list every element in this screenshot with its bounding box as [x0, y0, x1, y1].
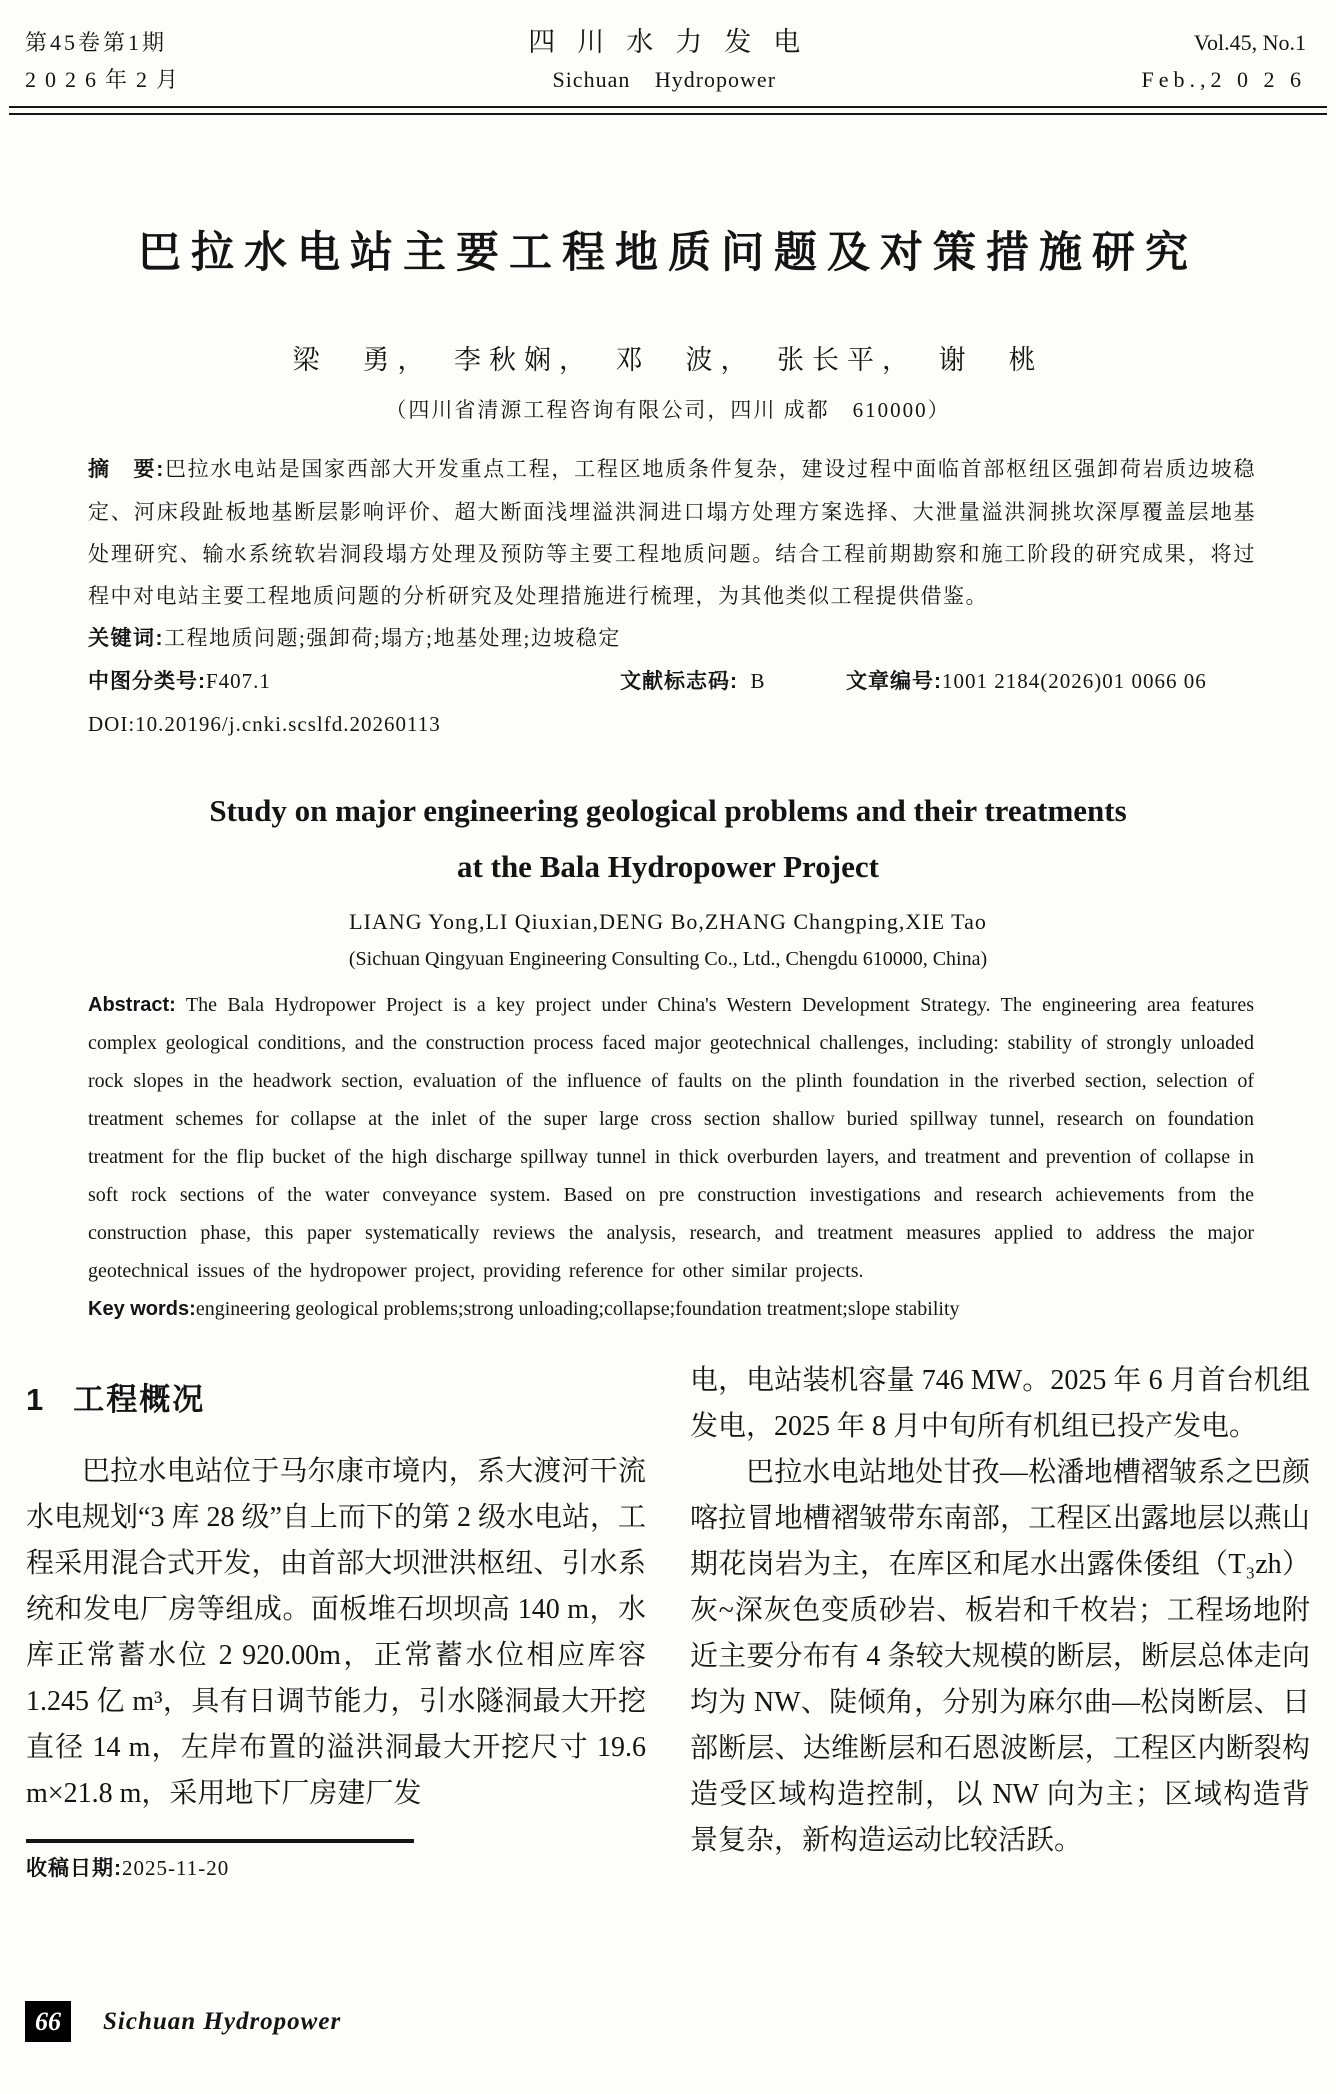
header-divider [9, 106, 1327, 115]
section-1-heading [26, 1374, 646, 1419]
footnote [26, 1839, 646, 1882]
right-column [690, 1358, 1310, 1882]
journal-title-cn: 四川水力发电 [528, 27, 823, 57]
affiliation-cn: （四川省清源工程咨询有限公司，四川 成都 610000） [385, 398, 951, 422]
doi-value: 10.20196/j.cnki.scslfd.20260113 [135, 712, 441, 736]
keywords-text-en: engineering geological problems;strong unloading;collapse;foundation treatment;slope stability [195, 1298, 960, 1320]
received-date-line [26, 1852, 646, 1882]
section-1-title: 工程概况 [73, 1382, 206, 1417]
doc-code-label: 文献标志码: [620, 670, 738, 693]
left-column [26, 1358, 646, 1882]
article-id-value: 1001 2184(2026)01 0066 06 [942, 669, 1207, 693]
affiliation-en: (Sichuan Qingyuan Engineering Consulting Co., Ltd., Chengdu 610000, China) [348, 948, 988, 970]
article-title-en-line1: Study on major engineering geological problems and their treatments [209, 793, 1127, 828]
volume-issue-en: Vol.45, No.1 [1193, 30, 1306, 55]
abstract-label-en: Abstract: [88, 994, 176, 1016]
footer-journal-name: Sichuan Hydropower [103, 2007, 342, 2035]
journal-header [0, 0, 1336, 98]
footnote-divider [26, 1839, 414, 1843]
article-title-cn: 巴拉水电站主要工程地质问题及对策措施研究 [138, 229, 1198, 277]
doi-label: DOI: [88, 712, 136, 736]
section-1-number: 1 [26, 1382, 46, 1417]
meta-block [88, 448, 1256, 745]
authors-en: LIANG Yong,LI Qiuxian,DENG Bo,ZHANG Changping,XIE Tao [349, 909, 987, 934]
article-id-field [846, 660, 1256, 703]
doc-code-field [620, 660, 846, 703]
received-date-value: 2025-11-20 [122, 1856, 230, 1880]
article-title-en-line2: at the Bala Hydropower Project [457, 849, 879, 884]
abstract-text-en: The Bala Hydropower Project is a key project under China's Western Development Strategy. The engineering area features complex geological conditions, and the construction process faced major geotechnical challenges, including: stability of strongly unloaded rock slopes in the headwork section, evaluation of the influence of faults on the plinth foundation in the riverbed section, selection of treatment schemes for collapse at the inlet of the super large cross section shallow buried spillway tunnel, research on foundation treatment for the flip bucket of the high discharge spillway tunnel in thick overburden layers, and treatment and prevention of collapse in soft rock sections of the water conveyance system. Based on pre construction investigations and research achievements from the construction phase, this paper systematically reviews the analysis, research, and treatment measures applied to address the major geotechnical issues of the hydropower project, providing reference for other similar projects. [88, 994, 1255, 1282]
header-right [1141, 24, 1306, 98]
page-footer [25, 2001, 341, 2042]
date-en: Feb.,2 0 2 6 [1141, 67, 1306, 92]
received-date-label: 收稿日期: [26, 1857, 122, 1880]
date-cn: 2026年2月 [25, 67, 188, 92]
abstract-label-cn: 摘 要: [88, 458, 165, 481]
authors-cn: 梁 勇， 李秋娴， 邓 波， 张长平， 谢 桃 [292, 345, 1044, 375]
keywords-cn [88, 617, 1256, 660]
clc-value: F407.1 [206, 669, 271, 693]
page-number-badge: 66 [25, 2001, 71, 2042]
keywords-en [88, 1290, 1254, 1328]
clc-field [88, 660, 620, 703]
volume-issue-cn: 第45卷第1期 [25, 30, 168, 55]
doc-code-value: B [750, 669, 766, 693]
header-left [25, 24, 187, 98]
keywords-label-en: Key words: [88, 1298, 196, 1320]
article-id-label: 文章编号: [846, 670, 942, 693]
abstract-en [88, 986, 1254, 1290]
clc-label: 中图分类号: [88, 670, 206, 693]
doi-field [88, 703, 1256, 745]
body-paragraph-1-left: 巴拉水电站位于马尔康市境内，系大渡河干流水电规划“3 库 28 级”自上而下的第 2 级水电站，工程采用混合式开发，由首部大坝泄洪枢纽、引水系统和发电厂房等组成。面板堆石坝坝高 140 m，水库正常蓄水位 2 920.00m，正常蓄水位相应库容 1.245 亿 m³，具有日调节能力，引水隧洞最大开挖直径 14 m，左岸布置的溢洪洞最大开挖尺寸 19.6 m×21.8 m，采用地下厂房建厂发 [26, 1456, 646, 1809]
abstract-cn [88, 448, 1256, 617]
article-title-en [0, 783, 1336, 895]
header-center [506, 24, 822, 98]
abstract-text-cn: 巴拉水电站是国家西部大开发重点工程，工程区地质条件复杂，建设过程中面临首部枢纽区强卸荷岩质边坡稳定、河床段趾板地基断层影响评价、超大断面浅埋溢洪洞进口塌方处理方案选择、大泄量溢洪洞挑坎深厚覆盖层地基处理研究、输水系统软岩洞段塌方处理及预防等主要工程地质问题。结合工程前期勘察和施工阶段的研究成果，将过程中对电站主要工程地质问题的分析研究及处理措施进行梳理，为其他类似工程提供借鉴。 [88, 457, 1256, 608]
body-paragraph-2: 巴拉水电站地处甘孜—松潘地槽褶皱系之巴颜喀拉冒地槽褶皱带东南部，工程区出露地层以燕山期花岗岩为主，在库区和尾水出露侏倭组（T₃zh）灰~深灰色变质砂岩、板岩和千枚岩；工程场地附近主要分布有 4 条较大规模的断层，断层总体走向均为 NW、陡倾角，分别为麻尔曲—松岗断层、日部断层、达维断层和石恩波断层，工程区内断裂构造受区域构造控制，以 NW 向为主；区域构造背景复杂，新构造运动比较活跃。 [690, 1457, 1310, 1856]
classification-row [88, 660, 1256, 703]
journal-title-en: Sichuan Hydropower [552, 67, 777, 92]
body-columns [26, 1358, 1310, 1882]
keywords-text-cn: 工程地质问题;强卸荷;塌方;地基处理;边坡稳定 [164, 626, 621, 650]
keywords-label-cn: 关键词: [88, 627, 164, 650]
body-paragraph-1-right: 电，电站装机容量 746 MW。2025 年 6 月首台机组发电，2025 年 8 月中旬所有机组已投产发电。 [690, 1365, 1310, 1442]
